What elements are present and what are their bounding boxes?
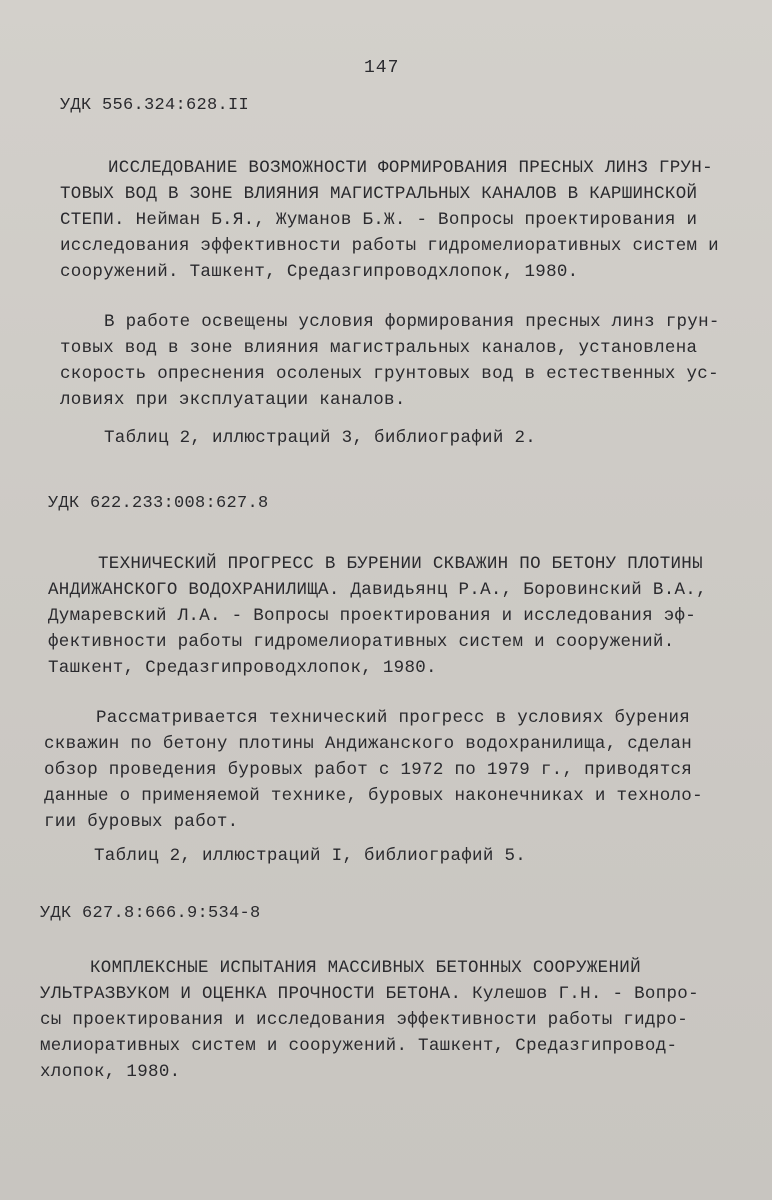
citation-line: КОМПЛЕКСНЫЕ ИСПЫТАНИЯ МАССИВНЫХ БЕТОННЫХ СООРУЖЕНИЙ: [90, 958, 641, 978]
citation-line: исследования эффективности работы гидромелиоративных систем и: [60, 236, 719, 256]
abstract-line: обзор проведения буровых работ с 1972 по 1979 г., приводятся: [44, 760, 693, 780]
citation-line: УЛЬТРАЗВУКОМ И ОЦЕНКА ПРОЧНОСТИ БЕТОНА. Кулешов Г.Н. - Вопро-: [40, 984, 699, 1004]
citation-line: ТЕХНИЧЕСКИЙ ПРОГРЕСС В БУРЕНИИ СКВАЖИН ПО БЕТОНУ ПЛОТИНЫ: [98, 554, 703, 574]
citation-line: мелиоративных систем и сооружений. Ташкент, Средазгипровод-: [40, 1036, 678, 1056]
udk-code-2: УДК 622.233:008:627.8: [48, 494, 269, 513]
citation-line: сы проектирования и исследования эффективности работы гидро-: [40, 1010, 689, 1030]
abstract-line: скважин по бетону плотины Андижанского водохранилища, сделан: [44, 734, 693, 754]
citation-line: хлопок, 1980.: [40, 1062, 181, 1082]
abstract-line: данные о применяемой технике, буровых наконечниках и техноло-: [44, 786, 703, 806]
abstract-line: гии буровых работ.: [44, 812, 239, 832]
abstract-line: Рассматривается технический прогресс в условиях бурения: [96, 708, 691, 728]
citation-line: сооружений. Ташкент, Средазгипроводхлопок, 1980.: [60, 262, 579, 282]
abstract-line: товых вод в зоне влияния магистральных каналов, установлена: [60, 338, 698, 358]
citation-line: Ташкент, Средазгипроводхлопок, 1980.: [48, 658, 437, 678]
udk-code-3: УДК 627.8:666.9:534-8: [40, 904, 261, 923]
udk-code-1: УДК 556.324:628.II: [60, 96, 250, 115]
citation-line: СТЕПИ. Нейман Б.Я., Жуманов Б.Ж. - Вопросы проектирования и: [60, 210, 698, 230]
citation-line: Думаревский Л.А. - Вопросы проектирования и исследования эф-: [48, 606, 697, 626]
abstract-line: ловиях при эксплуатации каналов.: [60, 390, 406, 410]
stats-line-2: Таблиц 2, иллюстраций I, библиографий 5.: [94, 846, 527, 866]
abstract-line: В работе освещены условия формирования пресных линз грун-: [104, 312, 720, 332]
page-number: 147: [364, 58, 400, 78]
citation-line: ТОВЫХ ВОД В ЗОНЕ ВЛИЯНИЯ МАГИСТРАЛЬНЫХ КАНАЛОВ В КАРШИНСКОЙ: [60, 184, 698, 204]
citation-line: фективности работы гидромелиоративных систем и сооружений.: [48, 632, 675, 652]
stats-line-1: Таблиц 2, иллюстраций 3, библиографий 2.: [104, 428, 537, 448]
citation-line: ИССЛЕДОВАНИЕ ВОЗМОЖНОСТИ ФОРМИРОВАНИЯ ПРЕСНЫХ ЛИНЗ ГРУН-: [108, 158, 713, 178]
abstract-line: скорость опреснения осоленых грунтовых вод в естественных ус-: [60, 364, 719, 384]
citation-line: АНДИЖАНСКОГО ВОДОХРАНИЛИЩА. Давидьянц Р.А., Боровинский В.А.,: [48, 580, 707, 600]
